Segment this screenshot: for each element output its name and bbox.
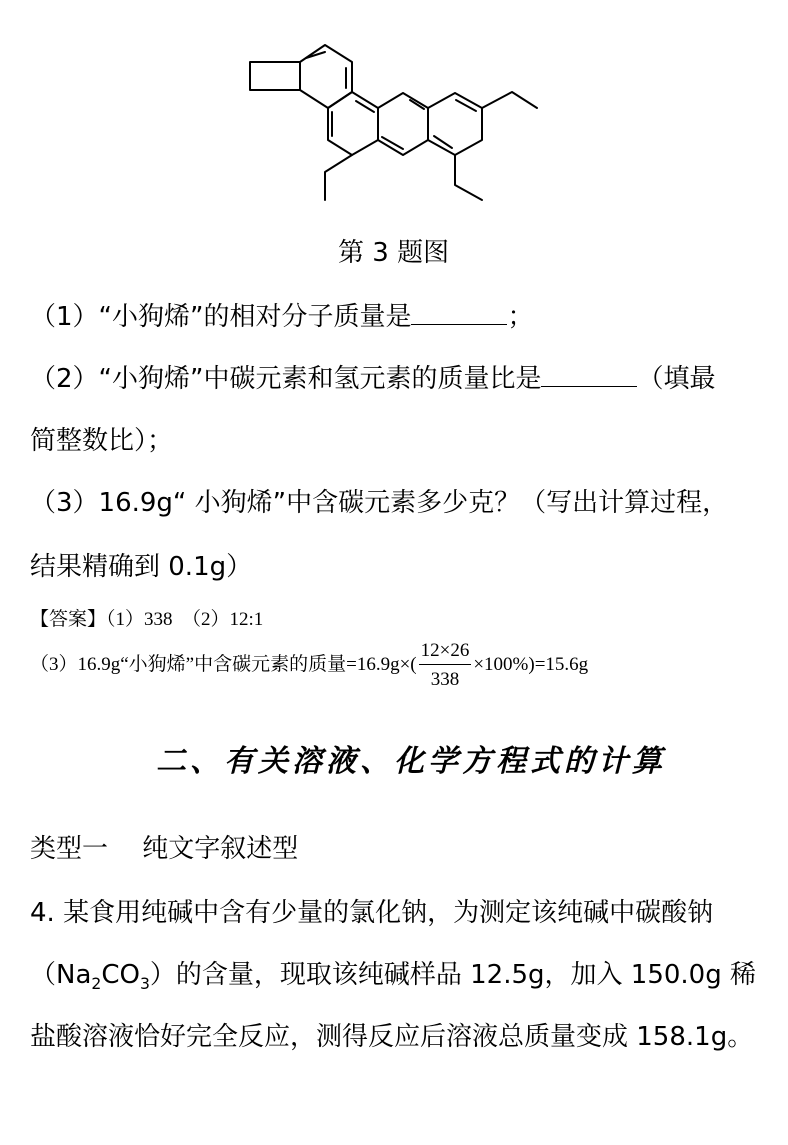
formula-sub-2: 2 — [91, 975, 102, 994]
question-2 — [30, 358, 716, 395]
problem-4-line-2-text: ）的含量，现取该纯碱样品 12.5g，加入 150.0g 稀 — [149, 960, 756, 990]
fraction-denominator: 338 — [430, 669, 460, 690]
answer-line-1: 【答案】（1）338 （2）12:1 — [30, 609, 264, 630]
ethyl-group-bottom — [455, 155, 482, 200]
question-2-line-2: 简整数比）； — [30, 426, 174, 456]
question-1-suffix: ； — [507, 302, 534, 332]
figure-caption: 第 3 题图 — [338, 238, 450, 268]
type-label: 类型一 纯文字叙述型 — [30, 834, 299, 864]
formula-part-na: （Na — [30, 960, 92, 990]
question-1-text: （1）“小狗烯”的相对分子质量是 — [30, 302, 412, 332]
ring-b — [328, 92, 378, 155]
ethyl-group-left — [325, 155, 352, 200]
question-2-suffix: （填最 — [637, 364, 716, 394]
ethyl-group-right — [482, 92, 537, 108]
fraction-numerator: 12×26 — [419, 640, 472, 665]
ring-d — [428, 93, 482, 155]
answer-blank-1 — [411, 302, 507, 325]
formula-part-co: CO — [101, 960, 140, 990]
answer-calc-suffix: ×100%)=15.6g — [473, 653, 589, 675]
ring-a — [300, 45, 352, 108]
question-1 — [30, 296, 534, 333]
ring-c — [378, 93, 428, 155]
problem-4-line-3: 盐酸溶液恰好完全反应，测得反应后溶液总质量变成 158.1g。 — [30, 1022, 754, 1052]
answer-blank-2 — [541, 364, 637, 387]
problem-4-line-2 — [30, 954, 756, 993]
problem-4-line-1: 4. 某食用纯碱中含有少量的氯化钠，为测定该纯碱中碳酸钠 — [30, 898, 714, 928]
fraction — [419, 640, 472, 691]
question-3-line-1: （3）16.9g“ 小狗烯”中含碳元素多少克？（写出计算过程， — [30, 488, 729, 518]
question-2-text: （2）“小狗烯”中碳元素和氢元素的质量比是 — [30, 364, 542, 394]
answer-calc-prefix: （3）16.9g“小狗烯”中含碳元素的质量=16.9g×( — [30, 653, 417, 675]
molecule-structure-figure — [0, 0, 788, 215]
question-3-line-2: 结果精确到 0.1g） — [30, 552, 253, 582]
formula-sub-3: 3 — [139, 975, 150, 994]
cyclobutane-ring — [250, 62, 300, 90]
answer-line-2 — [30, 640, 588, 691]
section-title: 二、有关溶液、化学方程式的计算 — [156, 744, 666, 779]
